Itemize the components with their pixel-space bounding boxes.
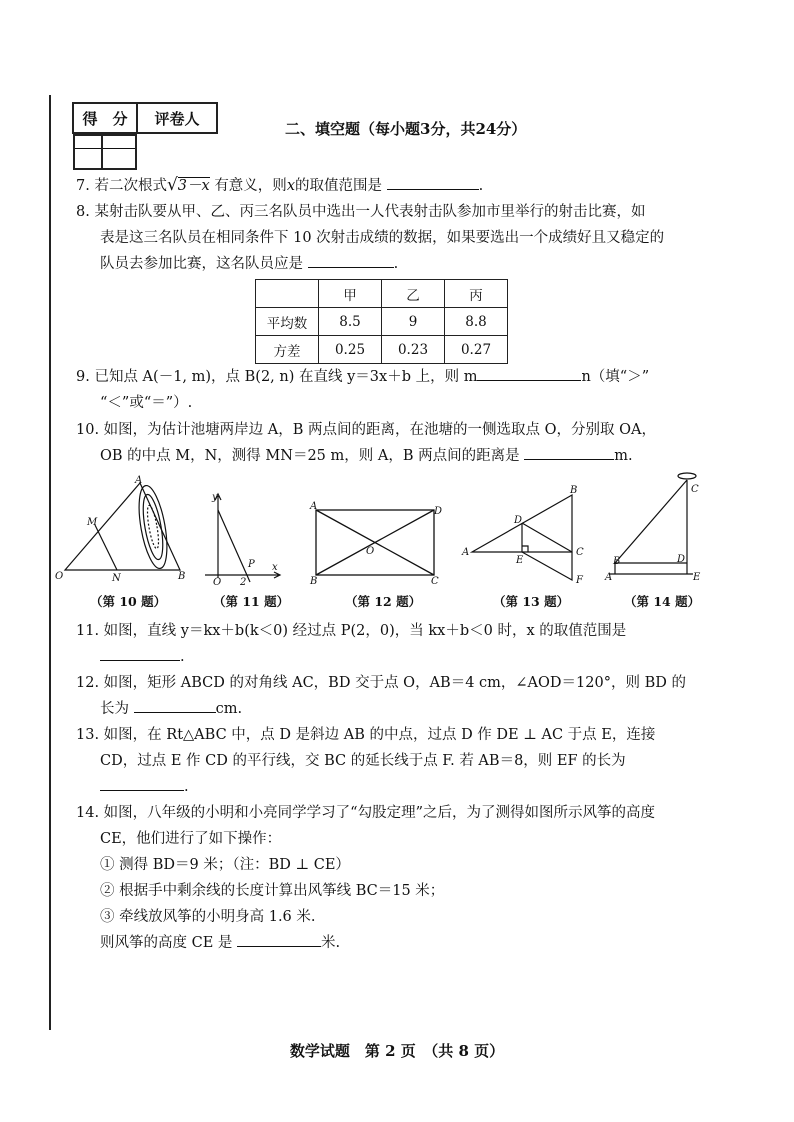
figure-11 xyxy=(200,490,285,588)
answer-blank-7[interactable] xyxy=(387,175,479,190)
question-14-line2: CE，他们进行了如下操作： xyxy=(100,831,282,847)
question-8: 8. 某射击队要从甲、乙、丙三名队员中选出一人代表射击队参加市里举行的射击比赛，如 xyxy=(76,204,646,220)
question-14-step1: ① 测得 BD＝9 米；（注：BD ⊥ CE） xyxy=(100,857,350,873)
question-10: 10. 如图，为估计池塘两岸边 A，B 两点间的距离，在池塘的一侧选取点 O，分别取 OA， xyxy=(76,422,656,438)
caption-figure-12: （第 12 题） xyxy=(345,594,422,609)
caption-figure-14: （第 14 题） xyxy=(624,594,701,609)
caption-figure-13: （第 13 题） xyxy=(493,594,570,609)
question-14: 14. 如图，八年级的小明和小亮同学学习了“勾股定理”之后，为了测得如图所示风筝的高度 xyxy=(76,805,655,821)
figure-10 xyxy=(55,475,190,587)
svg-text:E: E xyxy=(516,555,524,566)
figure-13 xyxy=(462,485,592,585)
question-13-line2: CD，过点 E 作 CD 的平行线，交 BC 的延长线于点 F. 若 AB＝8，则 EF 的长为 xyxy=(100,753,626,769)
svg-text:F: F xyxy=(576,575,583,586)
question-14-step3: ③ 牵线放风筝的小明身高 1.6 米. xyxy=(100,909,316,925)
caption-figure-11: （第 11 题） xyxy=(213,594,290,609)
score-cell[interactable] xyxy=(74,135,102,169)
score-table: 甲 乙 丙 平均数 8.5 9 8.8 方差 0.25 0.23 0.27 xyxy=(255,279,508,364)
svg-text:D: D xyxy=(514,515,523,526)
question-14-line3: 则风筝的高度 CE 是 米. xyxy=(100,930,340,957)
grader-label: 评卷人 xyxy=(137,103,217,133)
svg-text:A: A xyxy=(462,547,470,558)
svg-text:N: N xyxy=(112,573,121,584)
section-title: 二、填空题（每小题3分，共24分） xyxy=(285,120,527,138)
caption-figure-10: （第 10 题） xyxy=(90,594,167,609)
question-8-line2: 表是这三名队员在相同条件下 10 次射击成绩的数据，如果要选出一个成绩好且又稳定的 xyxy=(100,230,665,246)
answer-blank-11[interactable] xyxy=(100,646,180,661)
question-13: 13. 如图，在 Rt△ABC 中，点 D 是斜边 AB 的中点，过点 D 作 DE ⊥ AC 于点 E，连接 xyxy=(76,727,656,743)
svg-text:C: C xyxy=(691,484,699,495)
binding-line xyxy=(49,95,51,1030)
question-8-line3: 队员去参加比赛，这名队员应是 . xyxy=(100,251,398,278)
svg-text:E: E xyxy=(693,572,701,583)
question-9-line2: “＜”或“＝”）. xyxy=(100,395,193,411)
question-10-line2: OB 的中点 M，N，测得 MN＝25 m，则 A，B 两点间的距离是 m. xyxy=(100,443,633,470)
svg-text:O: O xyxy=(213,577,222,588)
score-box xyxy=(72,102,218,153)
svg-text:2: 2 xyxy=(240,577,247,588)
answer-blank-14[interactable] xyxy=(237,932,321,947)
page-footer: 数学试题 第 2 页 （共 8 页） xyxy=(289,1042,505,1060)
answer-blank-8[interactable] xyxy=(308,253,394,268)
question-12-line2: 长为 cm. xyxy=(100,696,242,723)
question-14-step2: ② 根据手中剩余线的长度计算出风筝线 BC＝15 米； xyxy=(100,883,445,899)
svg-text:B: B xyxy=(178,571,186,582)
figure-12 xyxy=(310,500,450,590)
svg-text:P: P xyxy=(248,559,255,570)
svg-text:C: C xyxy=(431,576,439,587)
table-row: 平均数 8.5 9 8.8 xyxy=(256,308,508,336)
answer-blank-12[interactable] xyxy=(134,698,216,713)
svg-text:A: A xyxy=(605,572,613,583)
svg-text:D: D xyxy=(434,506,443,517)
score-label: 得 分 xyxy=(73,103,137,133)
table-row: 方差 0.25 0.23 0.27 xyxy=(256,336,508,364)
svg-text:D: D xyxy=(677,554,686,565)
svg-text:y: y xyxy=(212,492,218,503)
question-11-line2: . xyxy=(100,644,185,671)
svg-text:x: x xyxy=(272,562,278,573)
answer-blank-9[interactable] xyxy=(477,366,581,381)
svg-text:A: A xyxy=(135,475,143,486)
svg-text:C: C xyxy=(576,547,584,558)
svg-text:O: O xyxy=(55,571,64,582)
question-9: 9. 已知点 A(－1, m)，点 B(2, n) 在直线 y＝3x＋b 上，则 m n（填“＞” xyxy=(76,364,649,391)
question-7: 7. 若二次根式√3－x 有意义，则x的取值范围是 . xyxy=(76,175,484,195)
svg-text:A: A xyxy=(310,501,318,512)
sqrt-symbol: √ xyxy=(166,175,178,195)
svg-text:B: B xyxy=(613,556,621,567)
question-12: 12. 如图，矩形 ABCD 的对角线 AC，BD 交于点 O，AB＝4 cm，∠AOD＝120°，则 BD 的 xyxy=(76,675,686,691)
svg-text:B: B xyxy=(310,576,318,587)
answer-blank-13[interactable] xyxy=(100,776,184,791)
question-13-line3: . xyxy=(100,774,189,801)
svg-text:O: O xyxy=(366,546,375,557)
answer-blank-10[interactable] xyxy=(524,445,614,460)
svg-text:M: M xyxy=(87,517,98,528)
question-11: 11. 如图，直线 y＝kx＋b(k＜0) 经过点 P(2，0)，当 kx＋b＜0 时，x 的取值范围是 xyxy=(76,623,627,639)
figure-14 xyxy=(605,468,705,588)
svg-text:B: B xyxy=(570,485,578,496)
grader-cell[interactable] xyxy=(102,135,136,169)
